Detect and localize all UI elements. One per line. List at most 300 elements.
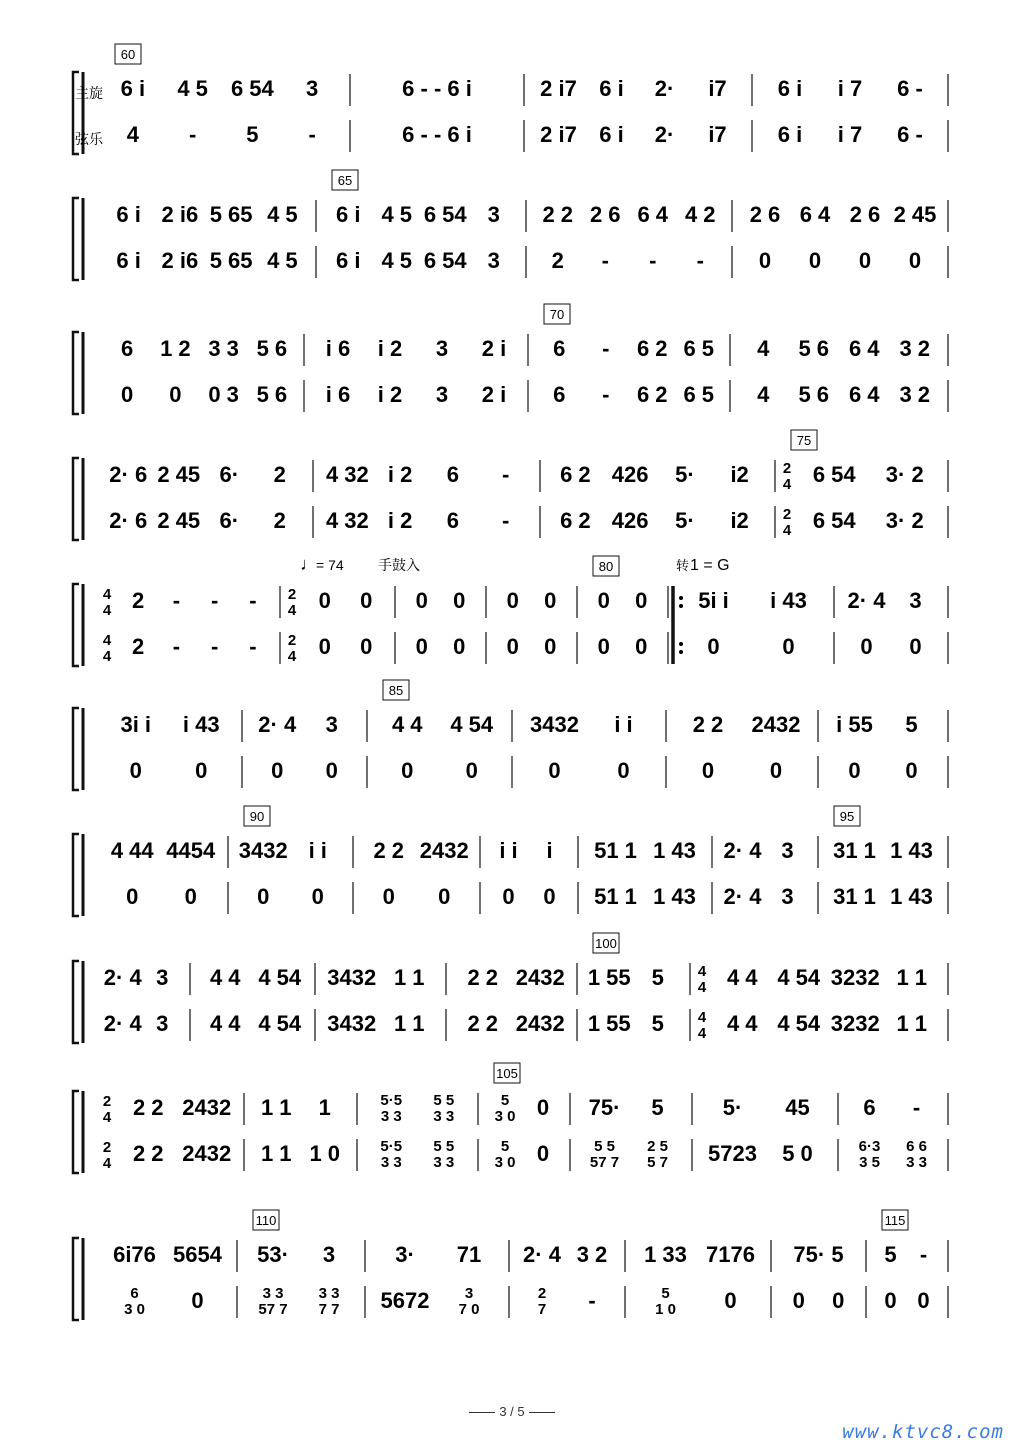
note-group: 0 [860, 634, 873, 659]
note-group: i2 [730, 462, 749, 487]
time-signature-numerator: 4 [697, 1009, 707, 1026]
chord-upper: 5 5 [433, 1138, 455, 1155]
note-group: 0 [832, 1288, 845, 1313]
note-group: 1 43 [890, 884, 933, 909]
note-group: - [188, 122, 197, 147]
note-group: - [501, 462, 510, 487]
note-group: - [501, 508, 510, 533]
note-group: 5 [905, 712, 918, 737]
note-group: - [172, 588, 181, 613]
note-group: 5 [651, 1095, 664, 1120]
note-group: 0 [908, 248, 922, 273]
note-group: 3 [487, 248, 500, 273]
note-group: 4 4 [726, 1011, 758, 1036]
note-group: 0 [311, 884, 324, 909]
note-group: - [249, 588, 257, 613]
page-footer [0, 1404, 1024, 1419]
chord-lower: 3 0 [494, 1154, 516, 1171]
note-group: 2· 4 [723, 838, 762, 863]
chord-upper: 6 6 [906, 1138, 927, 1155]
note-group: 4 [757, 382, 770, 407]
note-group: 0 [597, 634, 610, 659]
system-brace [73, 961, 79, 1043]
note-group: 3 [781, 884, 794, 909]
note-group: 2· 6 [109, 462, 148, 487]
note-group: 6 54 [812, 508, 856, 533]
note-group: 2 [132, 588, 145, 613]
note-group: 1 [318, 1095, 331, 1120]
note-group: 3i i [120, 712, 152, 737]
note-group: 71 [456, 1242, 482, 1267]
chord-upper: 3 3 [318, 1285, 340, 1302]
note-group: 6 i [599, 76, 624, 101]
note-group: 2· 4 [258, 712, 297, 737]
note-group: 3 [156, 1011, 169, 1036]
note-group: 3432 [327, 965, 377, 990]
note-group: 5 [651, 965, 664, 990]
note-group: i 7 [837, 122, 863, 147]
note-group: 3 [435, 382, 449, 407]
chord-upper: 3 [464, 1285, 474, 1302]
note-group: 3232 [830, 1011, 880, 1036]
note-group: 5 6 [798, 382, 830, 407]
note-group: i 55 [836, 712, 873, 737]
note-group: 0 [121, 382, 134, 407]
note-group: 5 [884, 1242, 897, 1267]
note-group: 4 5 [381, 202, 413, 227]
note-group: 0 [325, 758, 338, 783]
note-group: 2 i [481, 382, 507, 407]
note-group: 0 [701, 758, 715, 783]
chord-upper: 6 [130, 1285, 139, 1302]
note-group: 4 [757, 336, 770, 361]
time-signature-numerator: 2 [102, 1093, 112, 1110]
note-group: 3 [487, 202, 500, 227]
chord-lower: 3 0 [124, 1301, 145, 1318]
note-group: 4 54 [258, 1011, 302, 1036]
time-signature-denominator: 4 [102, 648, 112, 665]
note-group: 2 2 [542, 202, 574, 227]
note-group: 1 55 [587, 1011, 631, 1036]
note-group: 31 1 [833, 884, 876, 909]
note-group: i 2 [387, 508, 413, 533]
note-group: 0 [453, 634, 466, 659]
note-group: 2 2 [692, 712, 724, 737]
note-group: 2 i6 [161, 248, 199, 273]
repeat-dot [679, 642, 683, 646]
note-group: 5 6 [256, 336, 288, 361]
note-group: 6 4 [799, 202, 831, 227]
chord-lower: 57 7 [258, 1301, 288, 1318]
note-group: 1 33 [644, 1242, 687, 1267]
note-group: 4454 [166, 838, 216, 863]
note-group: 5· [722, 1095, 743, 1120]
note-group: 6 - - 6 i [402, 76, 472, 101]
note-group: 0 [382, 884, 395, 909]
note-group: 2 6 [749, 202, 781, 227]
note-group: 2432 [182, 1095, 232, 1120]
note-group: 0 [360, 588, 373, 613]
note-group: 2 i7 [540, 122, 577, 147]
note-group: 6 [553, 336, 566, 361]
note-group: 0 [792, 1288, 805, 1313]
chord-lower: 1 0 [655, 1301, 676, 1318]
note-group: 6 i [116, 202, 141, 227]
time-signature-numerator: 2 [102, 1139, 112, 1156]
note-group: 1 1 [896, 965, 928, 990]
note-group: 2432 [182, 1141, 232, 1166]
note-group: 0 [506, 634, 519, 659]
note-group: 2 2 [373, 838, 405, 863]
note-group: 2 i6 [161, 202, 199, 227]
note-group: 3· 2 [885, 462, 924, 487]
note-group: 6 4 [637, 202, 669, 227]
instrument-entry-note: 手鼓入 [378, 557, 420, 573]
note-group: 4 [126, 122, 139, 147]
note-group: 0 [707, 634, 720, 659]
note-group: i i [614, 712, 633, 737]
chord-upper: 5 5 [594, 1138, 615, 1155]
chord-upper: 5·5 [380, 1092, 403, 1109]
measure-number: 110 [255, 1213, 277, 1228]
system-brace [73, 1091, 79, 1173]
chord-lower: 3 3 [433, 1108, 455, 1125]
measure-number: 80 [598, 559, 614, 574]
note-group: 1 55 [587, 965, 631, 990]
system-brace [73, 584, 79, 666]
chord-lower: 7 [537, 1301, 547, 1318]
note-group: - [210, 634, 219, 659]
tempo-value: = 74 [316, 557, 344, 573]
note-group: 51 1 [594, 838, 637, 863]
chord-lower: 7 0 [458, 1301, 480, 1318]
note-group: 2432 [515, 965, 565, 990]
time-signature-denominator: 4 [102, 602, 112, 619]
note-group: 2 45 [893, 202, 937, 227]
note-group: 6 2 [560, 508, 591, 533]
note-group: 0 [848, 758, 861, 783]
note-group: - [649, 248, 657, 273]
note-group: 0 [401, 758, 414, 783]
time-signature-denominator: 4 [287, 602, 297, 619]
chord-lower: 3 0 [494, 1108, 516, 1125]
note-group: 0 [506, 588, 519, 613]
note-group: 2· 4 [723, 884, 762, 909]
note-group: 4 5 [267, 248, 298, 273]
time-signature-denominator: 4 [102, 1109, 112, 1126]
note-group: i2 [730, 508, 749, 533]
note-group: 2· 4 [103, 965, 142, 990]
note-group: 0 [782, 634, 795, 659]
note-group: 0 [917, 1288, 930, 1313]
note-group: 2· 4 [103, 1011, 142, 1036]
note-group: 3 2 [899, 382, 931, 407]
measure-number: 95 [839, 809, 855, 824]
note-group: 0 [126, 884, 139, 909]
note-group: 0 [465, 758, 478, 783]
note-group: 4 4 [209, 1011, 241, 1036]
note-group: 6i76 [113, 1242, 156, 1267]
note-group: 0 [184, 884, 197, 909]
note-group: 6 54 [423, 202, 467, 227]
note-group: 4 32 [325, 462, 369, 487]
score [73, 44, 948, 1320]
time-signature-numerator: 4 [697, 963, 707, 980]
note-group: 2 2 [132, 1141, 164, 1166]
note-group: 6 2 [560, 462, 591, 487]
note-group: 0 [318, 634, 331, 659]
note-group: 2 2 [467, 1011, 499, 1036]
chord-upper: 5·5 [380, 1138, 403, 1155]
note-group: 2432 [515, 1011, 565, 1036]
measure-number: 115 [884, 1213, 906, 1228]
note-group: 6 [863, 1095, 876, 1120]
note-group: 3· 2 [885, 508, 924, 533]
system-brace [73, 458, 79, 540]
chord-upper: 5 [661, 1285, 670, 1302]
chord-upper: 5 [500, 1092, 510, 1109]
note-group: i7 [708, 76, 727, 101]
note-group: 0 [808, 248, 822, 273]
note-group: 0 [257, 884, 270, 909]
note-group: 0 [318, 588, 331, 613]
note-group: 5i i [698, 588, 729, 613]
note-group: - [912, 1095, 921, 1120]
note-group: 6 i [336, 248, 361, 273]
note-group: 3 [909, 588, 922, 613]
note-group: 2432 [751, 712, 801, 737]
note-group: 2 2 [132, 1095, 164, 1120]
note-group: 6· [219, 508, 240, 533]
note-group: - [588, 1288, 596, 1313]
time-signature-denominator: 4 [782, 476, 792, 493]
time-signature-denominator: 4 [102, 1155, 112, 1172]
note-group: 1 1 [260, 1095, 292, 1120]
chord-upper: 5 [500, 1138, 510, 1155]
note-group: i 2 [387, 462, 413, 487]
system-brace [73, 834, 79, 916]
note-group: 4 54 [777, 1011, 821, 1036]
note-group: 3432 [530, 712, 579, 737]
chord-lower: 7 7 [318, 1301, 340, 1318]
note-group: 2 6 [589, 202, 621, 227]
page-number: 3 / 5 [499, 1404, 525, 1419]
part-label-melody: 主旋 [75, 85, 103, 101]
note-group: 3 [322, 1242, 336, 1267]
note-group: 0 [195, 758, 208, 783]
note-group: 426 [611, 462, 649, 487]
measure-number: 70 [549, 307, 565, 322]
chord-lower: 3 3 [380, 1108, 402, 1125]
note-group: i i [499, 838, 518, 863]
note-group: 6 - [897, 76, 923, 101]
time-signature-numerator: 4 [102, 632, 112, 649]
measure-number: 105 [496, 1066, 518, 1081]
watermark-url: www.ktvc8.com [842, 1421, 1004, 1443]
note-group: 0 [169, 382, 182, 407]
note-group: 6 2 [636, 382, 668, 407]
note-group: 45 [785, 1095, 810, 1120]
note-group: 6 [446, 462, 459, 487]
note-group: 4 54 [258, 965, 302, 990]
note-group: 0 [453, 588, 466, 613]
note-group: 7176 [706, 1242, 755, 1267]
note-group: i 6 [325, 382, 351, 407]
note-group: 3232 [830, 965, 880, 990]
note-group: 4 5 [381, 248, 413, 273]
note-group: 1 43 [653, 838, 696, 863]
note-group: 0 [544, 588, 557, 613]
note-group: 2· [654, 76, 675, 101]
system-brace [73, 1238, 79, 1320]
note-group: 0 [905, 758, 918, 783]
note-group: 426 [611, 508, 649, 533]
chord-upper: 2 5 [647, 1138, 668, 1155]
note-group: - [919, 1242, 928, 1267]
note-group: 0 [536, 1095, 550, 1120]
chord-lower: 3 3 [906, 1154, 927, 1171]
note-group: i 2 [377, 336, 403, 361]
note-group: 3 2 [576, 1242, 608, 1267]
note-group: 2 45 [157, 508, 201, 533]
note-group: 6 i [777, 76, 803, 101]
note-group: 6 4 [848, 382, 880, 407]
note-group: 6 4 [848, 336, 880, 361]
measure-number: 90 [249, 809, 265, 824]
note-group: 6 54 [230, 76, 274, 101]
note-group: 5672 [380, 1288, 430, 1313]
note-group: 4 4 [209, 965, 241, 990]
note-group: 0 [858, 248, 872, 273]
note-group: 6 i [336, 202, 361, 227]
note-group: 5 0 [782, 1141, 813, 1166]
note-group: 2· 6 [109, 508, 148, 533]
note-group: 2 i7 [540, 76, 577, 101]
time-signature-numerator: 2 [782, 506, 792, 523]
key-change-prefix: 转 [676, 558, 690, 573]
note-group: 0 [884, 1288, 897, 1313]
note-group: 5654 [173, 1242, 222, 1267]
note-group: i 43 [182, 712, 220, 737]
note-group: i 43 [770, 588, 807, 613]
note-group: 4 4 [391, 712, 423, 737]
note-group: 5· [675, 508, 695, 533]
note-group: 5 [651, 1011, 664, 1036]
note-group: 0 [597, 588, 610, 613]
note-group: 2 [273, 462, 286, 487]
note-group: 6 54 [812, 462, 856, 487]
note-group: 75· [588, 1095, 621, 1120]
note-group: i [546, 838, 553, 863]
note-group: 6 2 [636, 336, 668, 361]
note-group: 4 32 [325, 508, 369, 533]
note-group: 4 54 [450, 712, 494, 737]
chord-lower: 3 3 [433, 1154, 455, 1171]
note-group: 0 [724, 1288, 737, 1313]
note-group: i 2 [377, 382, 403, 407]
time-signature-denominator: 4 [697, 1025, 707, 1042]
note-group: 6 5 [683, 382, 715, 407]
note-group: 5 [246, 122, 259, 147]
note-group: 6 [553, 382, 566, 407]
note-group: - [172, 634, 181, 659]
chord-upper: 5 5 [433, 1092, 455, 1109]
note-group: 4 54 [777, 965, 821, 990]
measure-number: 65 [337, 173, 353, 188]
measure-number: 85 [388, 683, 404, 698]
chord-lower: 3 5 [859, 1154, 880, 1171]
note-group: 6 i [120, 76, 146, 101]
tempo-note-symbol: ♩ [300, 554, 318, 574]
note-group: 1 1 [393, 965, 425, 990]
note-group: 6 - - 6 i [402, 122, 472, 147]
note-group: 1 43 [890, 838, 933, 863]
chord-lower: 5 7 [647, 1154, 668, 1171]
note-group: 6 [446, 508, 459, 533]
note-group: 0 3 [208, 382, 239, 407]
repeat-dot [679, 650, 683, 654]
note-group: 2 [273, 508, 286, 533]
note-group: i i [308, 838, 327, 863]
note-group: - [602, 336, 610, 361]
time-signature-denominator: 4 [782, 522, 792, 539]
note-group: 0 [502, 884, 515, 909]
note-group: 0 [360, 634, 373, 659]
note-group: 3· [395, 1242, 415, 1267]
note-group: 1 2 [160, 336, 191, 361]
repeat-dot [679, 596, 683, 600]
note-group: - [602, 382, 610, 407]
system-brace [73, 198, 79, 280]
note-group: 2 2 [467, 965, 499, 990]
note-group: 2 45 [157, 462, 201, 487]
note-group: 53· [257, 1242, 289, 1267]
note-group: - [601, 248, 609, 273]
note-group: 4 4 [726, 965, 758, 990]
time-signature-numerator: 2 [287, 632, 297, 649]
note-group: 0 [536, 1141, 550, 1166]
note-group: 0 [909, 634, 922, 659]
note-group: 1 0 [309, 1141, 341, 1166]
note-group: 0 [544, 634, 557, 659]
note-group: 1 1 [896, 1011, 928, 1036]
time-signature-numerator: 2 [287, 586, 297, 603]
note-group: 5 65 [209, 202, 253, 227]
note-group: i7 [708, 122, 727, 147]
note-group: 0 [769, 758, 783, 783]
note-group: i 7 [837, 76, 863, 101]
note-group: 0 [271, 758, 284, 783]
note-group: - [696, 248, 704, 273]
note-group: 6 i [777, 122, 803, 147]
note-group: 5723 [708, 1141, 757, 1166]
measure-number: 100 [595, 936, 617, 951]
note-group: 6 [121, 336, 134, 361]
chord-lower: 57 7 [589, 1154, 620, 1171]
note-group: 4 44 [110, 838, 154, 863]
note-group: - [249, 634, 257, 659]
note-group: 0 [543, 884, 556, 909]
note-group: 75· 5 [793, 1242, 844, 1267]
note-group: 3 [156, 965, 169, 990]
note-group: 51 1 [594, 884, 637, 909]
note-group: 5 6 [256, 382, 288, 407]
note-group: 2 [551, 248, 564, 273]
note-group: 0 [635, 634, 648, 659]
note-group: 3432 [327, 1011, 377, 1036]
note-group: 0 [548, 758, 561, 783]
repeat-dot [679, 604, 683, 608]
